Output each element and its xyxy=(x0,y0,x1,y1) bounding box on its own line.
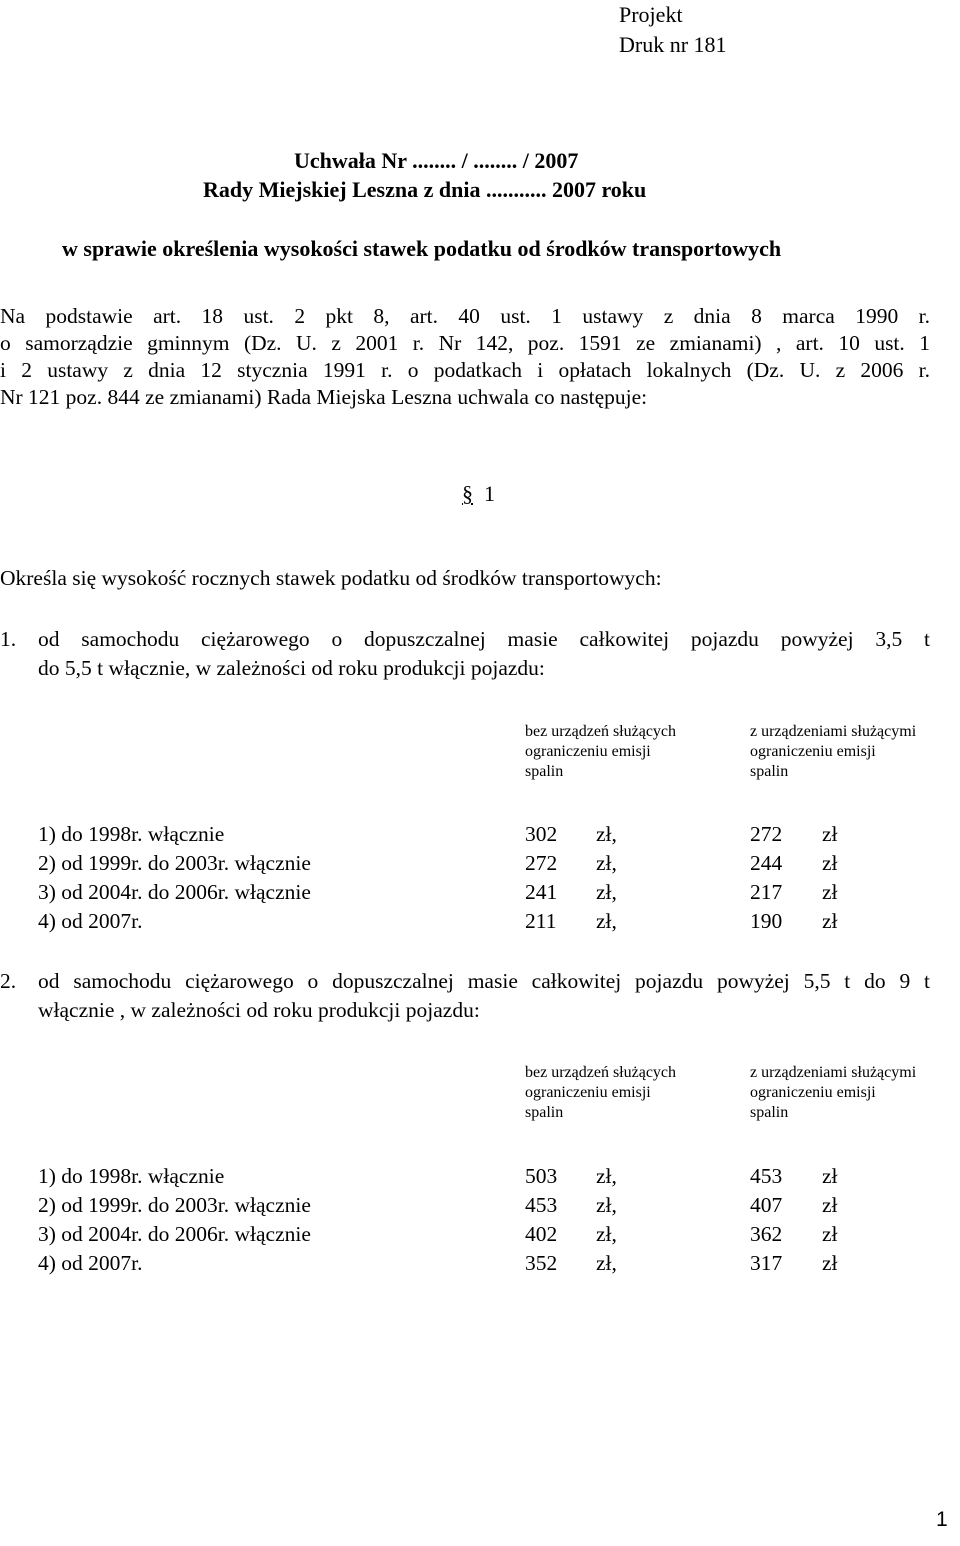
column-header-line: spalin xyxy=(750,1104,789,1121)
page-number: 1 xyxy=(936,1508,948,1531)
preamble xyxy=(0,303,930,411)
table-row-label: 4) od 2007r. xyxy=(38,1251,143,1275)
rate-unit: zł xyxy=(822,880,838,904)
column-header-line: z urządzeniami służącymi xyxy=(750,1064,917,1081)
rate-value: 453 xyxy=(750,1164,783,1188)
rate-value: 407 xyxy=(750,1193,783,1217)
resolution-subject: w sprawie określenia wysokości stawek podatku od środków transportowych xyxy=(62,236,782,261)
column-header-line: bez urządzeń służących xyxy=(525,723,677,740)
table-row-label: 3) od 2004r. do 2006r. włącznie xyxy=(38,1222,311,1246)
table-row-label: 1) do 1998r. włącznie xyxy=(38,822,225,846)
rate-value: 244 xyxy=(750,851,783,875)
column-header-line: bez urządzeń służących xyxy=(525,1064,677,1081)
column-header-line: spalin xyxy=(525,1104,564,1121)
rate-value: 272 xyxy=(525,851,558,875)
rate-value: 190 xyxy=(750,909,783,933)
item-text-line2: do 5,5 t włącznie, w zależności od roku produkcji pojazdu: xyxy=(38,656,545,680)
rate-unit: zł xyxy=(822,1222,838,1246)
rate-unit: zł xyxy=(822,822,838,846)
item-text-line1: od samochodu ciężarowego o dopuszczalnej masie całkowitej pojazdu powyżej 3,5 t xyxy=(38,627,930,651)
resolution-council-date: Rady Miejskiej Leszna z dnia ........... 2007 roku xyxy=(203,177,647,202)
column-header-without-devices xyxy=(525,1063,676,1123)
rate-value: 352 xyxy=(525,1251,558,1275)
table-row-label: 1) do 1998r. włącznie xyxy=(38,1164,225,1188)
rate-value: 272 xyxy=(750,822,783,846)
rate-unit: zł xyxy=(822,1193,838,1217)
rate-value: 302 xyxy=(525,822,558,846)
rate-value: 503 xyxy=(525,1164,558,1188)
preamble-line: Na podstawie art. 18 ust. 2 pkt 8, art. 40 ust. 1 ustawy z dnia 8 marca 1990 r. xyxy=(0,304,930,328)
column-header-with-devices xyxy=(750,722,916,782)
column-header-line: spalin xyxy=(525,763,564,780)
rate-value: 453 xyxy=(525,1193,558,1217)
preamble-line: o samorządzie gminnym (Dz. U. z 2001 r. Nr 142, poz. 1591 ze zmianami) , art. 10 ust. 1 xyxy=(0,331,930,355)
table-row-label: 2) od 1999r. do 2003r. włącznie xyxy=(38,1193,311,1217)
section-intro: Określa się wysokość rocznych stawek podatku od środków transportowych: xyxy=(0,566,662,590)
rate-unit: zł, xyxy=(596,880,617,904)
column-header-line: ograniczeniu emisji xyxy=(525,1084,651,1101)
rate-value: 241 xyxy=(525,880,558,904)
rate-unit: zł, xyxy=(596,851,617,875)
rate-unit: zł xyxy=(822,851,838,875)
item-text-line2: włącznie , w zależności od roku produkcji pojazdu: xyxy=(38,998,480,1022)
rate-value: 211 xyxy=(525,909,557,933)
preamble-line: Nr 121 poz. 844 ze zmianami) Rada Miejska Leszna uchwala co następuje: xyxy=(0,385,648,409)
project-label: Projekt xyxy=(619,2,683,27)
rate-value: 402 xyxy=(525,1222,558,1246)
rate-value: 362 xyxy=(750,1222,783,1246)
rate-unit: zł, xyxy=(596,1193,617,1217)
section-heading xyxy=(462,481,495,507)
rate-unit: zł, xyxy=(596,1251,617,1275)
table-row-label: 3) od 2004r. do 2006r. włącznie xyxy=(38,880,311,904)
item-number: 1. xyxy=(0,627,17,651)
column-header-line: z urządzeniami służącymi xyxy=(750,723,917,740)
print-number: Druk nr 181 xyxy=(619,32,727,57)
rate-value: 317 xyxy=(750,1251,783,1275)
rate-value: 217 xyxy=(750,880,783,904)
rate-unit: zł, xyxy=(596,909,617,933)
preamble-line: i 2 ustawy z dnia 12 stycznia 1991 r. o podatkach i opłatach lokalnych (Dz. U. z 2006 r. xyxy=(0,358,930,382)
section-symbol: § xyxy=(462,481,473,506)
rate-unit: zł xyxy=(822,909,838,933)
rate-unit: zł, xyxy=(596,1222,617,1246)
item-number: 2. xyxy=(0,969,17,993)
table-row-label: 4) od 2007r. xyxy=(38,909,143,933)
section-number: 1 xyxy=(484,481,495,506)
rate-unit: zł, xyxy=(596,1164,617,1188)
rate-unit: zł xyxy=(822,1251,838,1275)
item-text-line1: od samochodu ciężarowego o dopuszczalnej masie całkowitej pojazdu powyżej 5,5 t do 9 t xyxy=(38,969,930,993)
rate-unit: zł xyxy=(822,1164,838,1188)
column-header-with-devices xyxy=(750,1063,916,1123)
table-row-label: 2) od 1999r. do 2003r. włącznie xyxy=(38,851,311,875)
resolution-number: Uchwała Nr ........ / ........ / 2007 xyxy=(294,148,579,173)
column-header-line: ograniczeniu emisji xyxy=(750,743,876,760)
column-header-line: spalin xyxy=(750,763,789,780)
column-header-without-devices xyxy=(525,722,676,782)
column-header-line: ograniczeniu emisji xyxy=(525,743,651,760)
column-header-line: ograniczeniu emisji xyxy=(750,1084,876,1101)
rate-unit: zł, xyxy=(596,822,617,846)
